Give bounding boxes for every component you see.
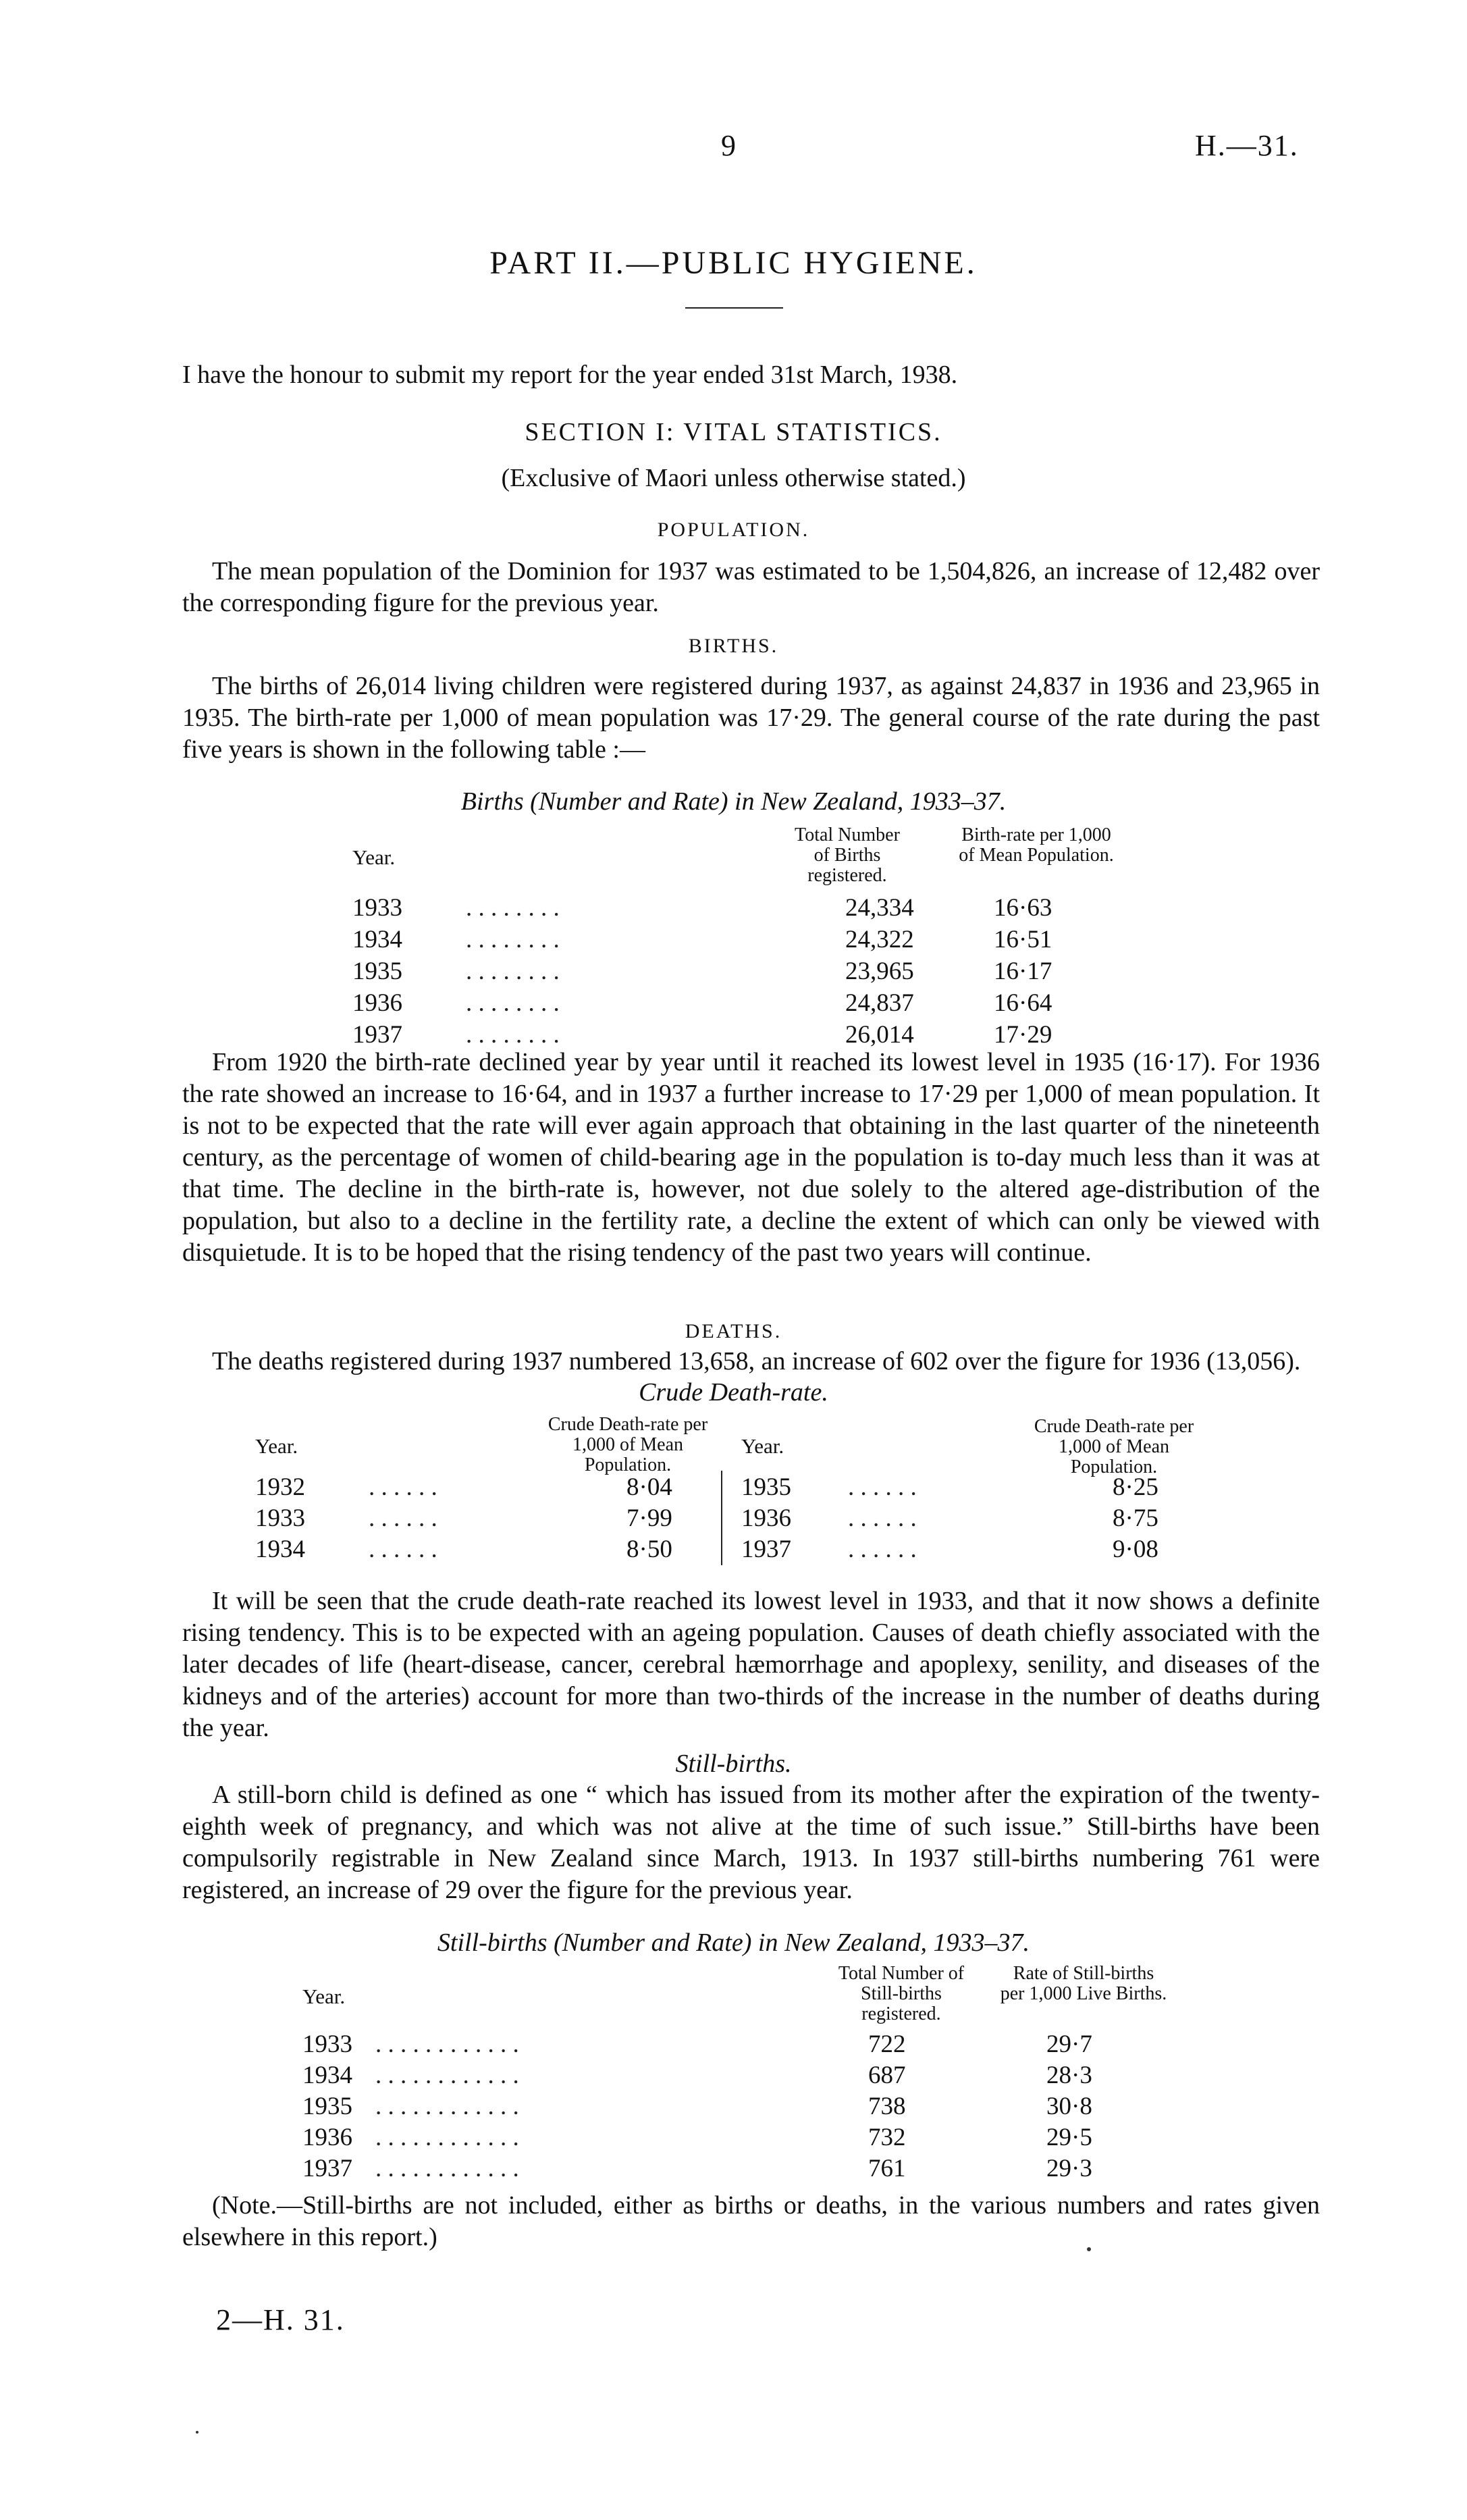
still-births-row: [302, 2029, 1146, 2060]
stray-mark: [1087, 2247, 1091, 2251]
births-row: [352, 956, 1129, 987]
dot-leader: . . . . . . . .: [466, 957, 560, 985]
births-rate-cell: 17·29: [994, 1021, 1052, 1049]
births-rate-cell: 16·63: [994, 894, 1052, 922]
still-total-cell: 722: [868, 2030, 906, 2058]
death-rate-cell: 8·75: [1113, 1504, 1158, 1532]
births-col-total: Total Number of Births registered.: [795, 824, 900, 886]
death-row-left: [255, 1534, 701, 1565]
births-row: [352, 924, 1129, 955]
document-reference: H.—31.: [1195, 129, 1299, 162]
deaths-heading: DEATHS.: [685, 1320, 782, 1342]
still-col-year: Year.: [302, 1985, 346, 2008]
death-row-left: [255, 1472, 701, 1503]
intro-paragraph: I have the honour to submit my report for the year ended 31st March, 1938.: [182, 361, 958, 389]
births-total-cell: 23,965: [845, 957, 914, 985]
births-year-cell: 1934: [352, 926, 402, 953]
births-col-rate: Birth-rate per 1,000 of Mean Population.: [959, 824, 1114, 866]
deaths-col-rate-right: Crude Death-rate per 1,000 of Mean Population.: [1034, 1416, 1194, 1477]
still-births-row: [302, 2122, 1146, 2153]
dot-leader: . . . . . .: [848, 1473, 917, 1501]
births-year-cell: 1935: [352, 957, 402, 985]
births-rate-cell: 16·64: [994, 989, 1052, 1017]
births-total-cell: 24,322: [845, 926, 914, 953]
still-births-row: [302, 2091, 1146, 2122]
dot-leader: . . . . . . . .: [466, 926, 560, 953]
death-year-cell: 1934: [255, 1535, 305, 1563]
births-total-cell: 24,334: [845, 894, 914, 922]
death-row-right: [741, 1503, 1200, 1534]
still-births-row: [302, 2153, 1146, 2184]
death-row-left: [255, 1503, 701, 1534]
death-row-right: [741, 1472, 1200, 1503]
births-row: [352, 893, 1129, 924]
still-births-row: [302, 2060, 1146, 2091]
births-total-cell: 26,014: [845, 1021, 914, 1049]
births-paragraph: The births of 26,014 living children were registered during 1937, as against 24,837 in 1936 and 23,965 in 1935. The birth-rate per 1,000 of mean population was 17·29. The general course of the rate during the past five years is shown in the following table :—: [182, 672, 1320, 764]
death-year-cell: 1936: [741, 1504, 791, 1532]
death-table-divider: [721, 1471, 722, 1565]
still-total-cell: 687: [868, 2062, 906, 2089]
death-rate-cell: 8·25: [1113, 1473, 1158, 1501]
death-row-right: [741, 1534, 1200, 1565]
title-rule: [685, 307, 783, 309]
death-rate-cell: 9·08: [1113, 1535, 1158, 1563]
still-year-cell: 1934: [302, 2062, 352, 2089]
births-table-caption: Births (Number and Rate) in New Zealand, 1933–37.: [460, 787, 1007, 816]
crude-death-rate-caption: Crude Death-rate.: [639, 1378, 828, 1407]
still-births-paragraph: A still-born child is defined as one “ which has issued from its mother after the expiration of the twenty-eighth week of pregnancy, and which was not alive at the time of such issue.” Still-births have been compulsorily registrable in New Zealand since March, 1913. In 1937 still-births numbering 761 were registered, an increase of 29 over the figure for the previous year.: [182, 1781, 1320, 1904]
death-rate-cell: 8·04: [626, 1473, 672, 1501]
dot-leader: . . . . . . . .: [466, 894, 560, 922]
deaths-paragraph: The deaths registered during 1937 numbered 13,658, an increase of 602 over the figure for 1936 (13,056).: [212, 1347, 1301, 1375]
death-rate-cell: 7·99: [626, 1504, 672, 1532]
death-year-cell: 1935: [741, 1473, 791, 1501]
dot-leader: . . . . . .: [369, 1473, 437, 1501]
still-births-table-caption: Still-births (Number and Rate) in New Zealand, 1933–37.: [437, 1928, 1030, 1957]
still-rate-cell: 29·5: [1046, 2124, 1092, 2151]
births-total-cell: 24,837: [845, 989, 914, 1017]
dot-leader: . . . . . . . .: [466, 1021, 560, 1049]
population-heading: POPULATION.: [657, 519, 810, 541]
births-rate-cell: 16·51: [994, 926, 1052, 953]
still-births-note: (Note.—Still-births are not included, either as births or deaths, in the various numbers and rates given elsewhere in this report.): [182, 2191, 1320, 2251]
dot-leader: . . . . . . . . . . . .: [375, 2155, 519, 2182]
section-title: SECTION I: VITAL STATISTICS.: [525, 418, 942, 446]
dot-leader: . . . . . . . . . . . .: [375, 2124, 519, 2151]
births-heading: BIRTHS.: [688, 635, 779, 657]
still-rate-cell: 28·3: [1046, 2062, 1092, 2089]
still-year-cell: 1935: [302, 2093, 352, 2120]
dot-leader: . . . . . . . .: [466, 989, 560, 1017]
dot-leader: . . . . . .: [369, 1535, 437, 1563]
population-paragraph: The mean population of the Dominion for 1937 was estimated to be 1,504,826, an increase of 12,482 over the corresponding figure for the previous year.: [182, 557, 1320, 617]
dot-leader: . . . . . . . . . . . .: [375, 2093, 519, 2120]
births-row: [352, 988, 1129, 1019]
page-number: 9: [721, 129, 736, 162]
births-commentary: From 1920 the birth-rate declined year by year until it reached its lowest level in 1935 (16·17). For 1936 the rate showed an increase to 16·64, and in 1937 a further increase to 17·29 per 1,000 of mean population. It is not to be expected that the rate will ever again approach that obtaining in the last quarter of the nineteenth century, as the percentage of women of child-bearing age in the population is to-day much less than it was at that time. The decline in the birth-rate is, however, not due solely to the altered age-distribution of the population, but also to a decline in the fertility rate, a decline the extent of which can only be viewed with disquietude. It is to be hoped that the rising tendency of the past two years will continue.: [182, 1048, 1320, 1267]
deaths-col-rate-left: Crude Death-rate per 1,000 of Mean Population.: [548, 1414, 708, 1475]
death-year-cell: 1937: [741, 1535, 791, 1563]
still-year-cell: 1936: [302, 2124, 352, 2151]
births-col-year: Year.: [352, 845, 396, 869]
births-year-cell: 1937: [352, 1021, 402, 1049]
dot-leader: . . . . . .: [369, 1504, 437, 1532]
footer-reference: 2—H. 31.: [216, 2303, 345, 2336]
still-rate-cell: 30·8: [1046, 2093, 1092, 2120]
births-year-cell: 1936: [352, 989, 402, 1017]
deaths-col-year-left: Year.: [255, 1434, 298, 1458]
still-col-total: Total Number of Still-births registered.: [838, 1963, 965, 2024]
still-rate-cell: 29·7: [1046, 2030, 1092, 2058]
death-year-cell: 1932: [255, 1473, 305, 1501]
dot-leader: . . . . . .: [848, 1535, 917, 1563]
death-rate-cell: 8·50: [626, 1535, 672, 1563]
exclusion-note: (Exclusive of Maori unless otherwise stated.): [501, 464, 966, 492]
deaths-commentary: It will be seen that the crude death-rate reached its lowest level in 1933, and that it now shows a definite rising tendency. This is to be expected with an ageing population. Causes of death chiefly associated with the later decades of life (heart-disease, cancer, cerebral hæmorrhage and apoplexy, senility, and diseases of the kidneys and of the arteries) account for more than two-thirds of the increase in the number of deaths during the year.: [182, 1587, 1320, 1742]
still-total-cell: 761: [868, 2155, 906, 2182]
dot-leader: . . . . . .: [848, 1504, 917, 1532]
dot-leader: . . . . . . . . . . . .: [375, 2062, 519, 2089]
still-col-rate: Rate of Still-births per 1,000 Live Births.: [1000, 1963, 1167, 2004]
still-year-cell: 1933: [302, 2030, 352, 2058]
still-year-cell: 1937: [302, 2155, 352, 2182]
still-total-cell: 732: [868, 2124, 906, 2151]
still-births-heading: Still-births.: [675, 1750, 792, 1778]
dot-leader: . . . . . . . . . . . .: [375, 2030, 519, 2058]
births-rate-cell: 16·17: [994, 957, 1052, 985]
still-rate-cell: 29·3: [1046, 2155, 1092, 2182]
births-year-cell: 1933: [352, 894, 402, 922]
death-year-cell: 1933: [255, 1504, 305, 1532]
stray-mark: [196, 2431, 198, 2434]
deaths-col-year-right: Year.: [741, 1434, 784, 1458]
still-total-cell: 738: [868, 2093, 906, 2120]
part-title: PART II.—PUBLIC HYGIENE.: [489, 245, 978, 281]
